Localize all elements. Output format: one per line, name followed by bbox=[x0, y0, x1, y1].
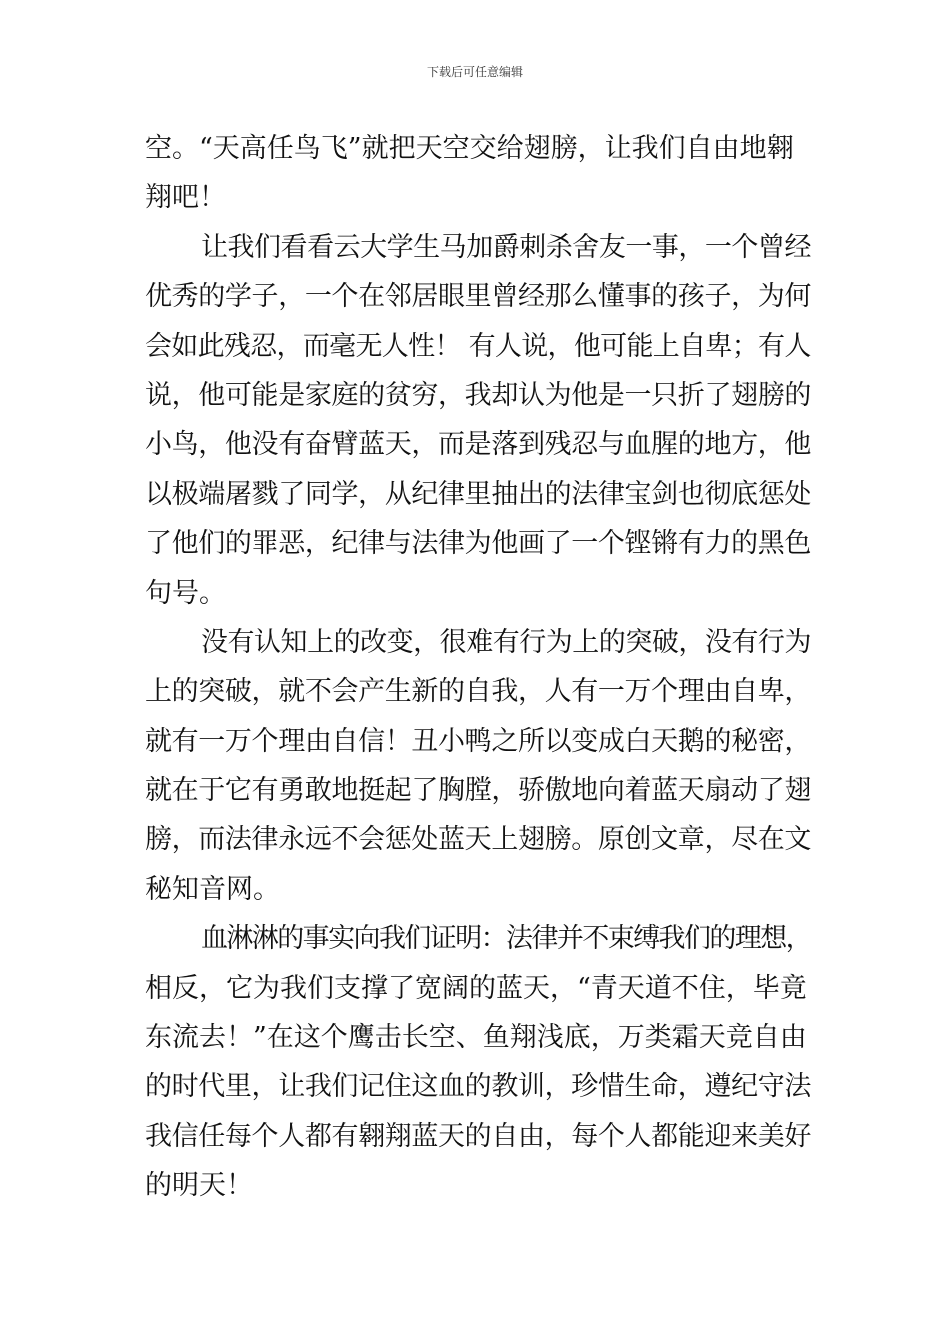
page-header: 下载后可任意编辑 bbox=[426, 65, 523, 79]
text-line: 我信任每个人都有翱翔蓝天的自由，每个人都能迎来美好 bbox=[145, 1120, 811, 1152]
text-line: 血淋淋的事实向我们证明：法律并不束缚我们的理想， bbox=[201, 923, 811, 955]
body-text bbox=[145, 124, 811, 1211]
text-line: 上的突破，就不会产生新的自我，人有一万个理由自卑， bbox=[145, 676, 811, 708]
text-line: 膀，而法律永远不会惩处蓝天上翅膀。原创文章，尽在文 bbox=[145, 824, 811, 856]
text-line: 会如此残忍，而毫无人性！ 有人说，他可能上自卑；有人 bbox=[145, 330, 811, 362]
text-line: 了他们的罪恶，纪律与法律为他画了一个铿锵有力的黑色 bbox=[145, 528, 811, 560]
text-line: 空。“天高任鸟飞”就把天空交给翅膀，让我们自由地翱 bbox=[145, 133, 794, 164]
text-line: 就有一万个理由自信！丑小鸭之所以变成白天鹅的秘密， bbox=[145, 725, 811, 757]
text-line: 以极端屠戮了同学，从纪律里抽出的法律宝剑也彻底惩处 bbox=[145, 478, 811, 510]
text-line: 就在于它有勇敢地挺起了胸膛，骄傲地向着蓝天扇动了翅 bbox=[145, 775, 811, 807]
text-line: 小鸟，他没有奋臂蓝天，而是落到残忍与血腥的地方，他 bbox=[145, 429, 811, 461]
text-line: 秘知音网。 bbox=[145, 873, 280, 905]
text-line: 优秀的学子，一个在邻居眼里曾经那么懂事的孩子，为何 bbox=[145, 281, 811, 313]
text-line: 说，他可能是家庭的贫穷，我却认为他是一只折了翅膀的 bbox=[145, 379, 811, 411]
text-line: 让我们看看云大学生马加爵刺杀舍友一事，一个曾经 bbox=[201, 231, 811, 263]
text-line: 的时代里，让我们记住这血的教训，珍惜生命，遵纪守法 bbox=[145, 1071, 811, 1103]
text-line: 没有认知上的改变，很难有行为上的突破，没有行为 bbox=[201, 626, 811, 658]
text-line: 东流去！”在这个鹰击长空、鱼翔浅底，万类霜天竞自由 bbox=[145, 1022, 807, 1054]
text-line: 翔吧！ bbox=[145, 182, 226, 214]
text-line: 相反，它为我们支撑了宽阔的蓝天，“青天道不住，毕竟 bbox=[145, 972, 807, 1004]
text-line: 句号。 bbox=[145, 577, 226, 609]
text-line: 的明天！ bbox=[145, 1170, 253, 1202]
